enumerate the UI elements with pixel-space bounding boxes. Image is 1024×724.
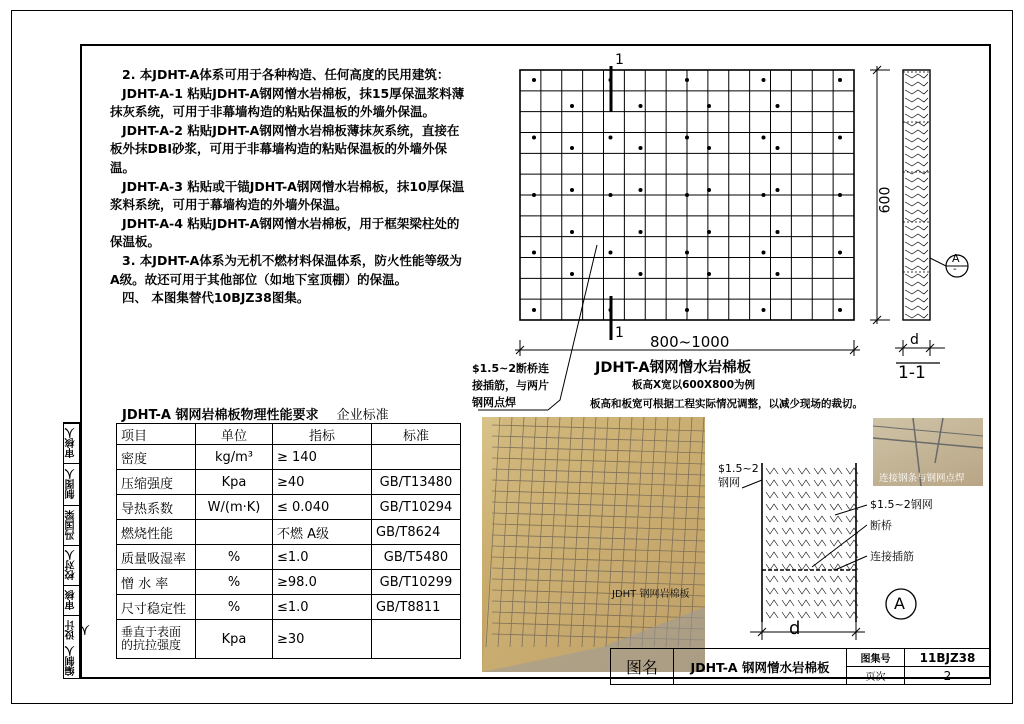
insulation-hatch	[814, 492, 826, 498]
signature-cell: 审核人	[64, 423, 79, 463]
connector-dot	[639, 230, 643, 234]
connector-dot	[609, 251, 613, 255]
height-dimension: 600	[877, 186, 894, 214]
insulation-hatch	[814, 612, 826, 618]
insulation-hatch	[798, 540, 810, 546]
connector-dot	[776, 146, 780, 150]
atlas-number: 11BJZ38	[905, 649, 991, 667]
connector-dot	[570, 146, 574, 150]
photo-mesh	[482, 417, 705, 672]
break-bridge-label: 断桥	[870, 519, 892, 532]
connector-dot	[762, 78, 766, 82]
note-a4: JDHT-A-4 粘贴JDHT-A钢网憎水岩棉板，用于框架梁柱处的保温板。	[110, 215, 460, 250]
insulation-hatch	[782, 588, 794, 594]
connector-dot	[685, 193, 689, 197]
table-header: 指标	[273, 424, 372, 445]
insulation-hatch	[830, 576, 842, 582]
table-cell: %	[196, 545, 273, 570]
insulation-hatch	[766, 516, 778, 522]
mesh-label: $1.5~2钢网	[718, 462, 759, 489]
page-label: 页次	[847, 667, 905, 685]
thickness-dimension: d	[910, 332, 919, 348]
insulation-hatch	[905, 146, 928, 150]
table-cell: GB/T10299	[372, 570, 461, 595]
insulation-hatch	[905, 258, 928, 262]
insulation-hatch	[905, 106, 928, 110]
connector-dot	[776, 188, 780, 192]
connector-dot	[707, 188, 711, 192]
insulation-hatch	[798, 480, 810, 486]
insulation-hatch	[830, 588, 842, 594]
connector-dot	[639, 272, 643, 276]
connector-dot	[707, 104, 711, 108]
insulation-hatch	[814, 576, 826, 582]
insulation-hatch	[905, 282, 928, 286]
connector-dot	[532, 78, 536, 82]
connector-dot	[685, 136, 689, 140]
table-subtitle: 企业标准	[336, 408, 389, 423]
insulation-hatch	[766, 480, 778, 486]
connector-dot	[838, 251, 842, 255]
width-dimension: 800~1000	[650, 333, 730, 351]
connector-dot	[639, 104, 643, 108]
insulation-hatch	[798, 576, 810, 582]
insulation-hatch	[798, 528, 810, 534]
table-cell: ≥98.0	[273, 570, 372, 595]
insulation-hatch	[782, 552, 794, 558]
table-cell: ≥40	[273, 470, 372, 495]
insulation-hatch	[814, 540, 826, 546]
insulation-hatch	[905, 130, 928, 134]
table-cell: GB/T10294	[372, 495, 461, 520]
detail-photo	[873, 418, 983, 486]
insulation-hatch	[798, 600, 810, 606]
signature-cell: 编制人	[66, 646, 77, 677]
insulation-hatch	[905, 90, 928, 94]
leader-note: $1.5~2断桥连接插筋，与两片钢网点焊	[472, 362, 550, 409]
table-cell: GB/T13480	[372, 470, 461, 495]
table-cell: 压缩强度	[117, 470, 196, 495]
insulation-hatch	[905, 226, 928, 230]
connector-dot	[609, 193, 613, 197]
drawing-name: JDHT-A 钢网憎水岩棉板	[674, 649, 847, 685]
insulation-hatch	[905, 250, 928, 254]
insulation-hatch	[905, 218, 928, 222]
note-a1: JDHT-A-1 粘贴JDHT-A钢网憎水岩棉板，抹15厚保温浆料薄抹灰系统，可用于非幕墙构造的粘贴保温板的外墙外保温。	[110, 85, 465, 120]
insulation-hatch	[782, 480, 794, 486]
insulation-hatch	[766, 588, 778, 594]
connector-label: 连接插筋	[870, 550, 914, 563]
insulation-hatch	[814, 468, 826, 474]
insulation-hatch	[905, 202, 928, 206]
insulation-hatch	[905, 194, 928, 198]
table-cell: 导热系数	[117, 495, 196, 520]
insulation-hatch	[905, 122, 928, 126]
leader-line	[548, 245, 597, 410]
connector-dot	[685, 251, 689, 255]
title-label: 图名	[611, 649, 674, 685]
table-header: 项目	[117, 424, 196, 445]
connector-dot	[707, 272, 711, 276]
table-cell: 燃烧性能	[117, 520, 196, 545]
connector-dot	[570, 104, 574, 108]
table-cell: GB/T8624	[372, 520, 461, 545]
table-cell: 质量吸湿率	[117, 545, 196, 570]
connector-dot	[532, 308, 536, 312]
insulation-hatch	[905, 186, 928, 190]
insulation-hatch	[830, 612, 842, 618]
detail-marker: A	[894, 594, 905, 613]
insulation-hatch	[905, 298, 928, 302]
insulation-hatch	[830, 468, 842, 474]
insulation-hatch	[766, 540, 778, 546]
connector-dot	[639, 188, 643, 192]
section-title: 1-1	[898, 363, 926, 383]
insulation-hatch	[798, 504, 810, 510]
page-number: 2	[905, 667, 991, 685]
insulation-hatch	[905, 266, 928, 270]
connector-dot	[570, 188, 574, 192]
insulation-hatch	[798, 564, 810, 570]
table-cell: W/(m·K)	[196, 495, 273, 520]
connector-dot	[532, 136, 536, 140]
insulation-hatch	[814, 588, 826, 594]
note-item-2: 2. 本JDHT-A体系可用于各种构造、任何高度的民用建筑：	[122, 67, 450, 82]
table-cell: 垂直于表面的抗拉强度	[117, 620, 196, 659]
table-cell: 不燃 A级	[273, 520, 372, 545]
insulation-hatch	[766, 492, 778, 498]
insulation-hatch	[814, 564, 826, 570]
insulation-hatch	[782, 516, 794, 522]
connector-dot	[762, 308, 766, 312]
detail-ref-sub: -	[953, 264, 957, 275]
insulation-hatch	[766, 600, 778, 606]
insulation-hatch	[905, 274, 928, 278]
connector-dot	[776, 272, 780, 276]
insulation-hatch	[830, 516, 842, 522]
table-cell: ≥30	[273, 620, 372, 659]
insulation-hatch	[905, 98, 928, 102]
table-cell: 憎 水 率	[117, 570, 196, 595]
drawing-subtitle: 板高X宽以600X800为例	[632, 379, 756, 391]
title-block	[610, 648, 991, 683]
insulation-hatch	[905, 306, 928, 310]
table-cell: GB/T8811	[372, 595, 461, 620]
connector-dot	[838, 136, 842, 140]
table-cell: %	[196, 570, 273, 595]
insulation-hatch	[905, 210, 928, 214]
note-a3: JDHT-A-3 粘贴或干锚JDHT-A钢网憎水岩棉板，抹10厚保温浆料系统，可用于幕墙构造的外墙外保温。	[110, 178, 465, 213]
insulation-hatch	[905, 242, 928, 246]
insulation-hatch	[766, 612, 778, 618]
section-mark-top: 1	[615, 52, 624, 68]
table-title: JDHT-A 钢网岩棉板物理性能要求	[122, 408, 319, 423]
insulation-hatch	[830, 504, 842, 510]
connector-dot	[570, 272, 574, 276]
section-1-1	[895, 70, 968, 363]
insulation-hatch	[798, 492, 810, 498]
table-cell: Kpa	[196, 470, 273, 495]
atlas-label: 图集号	[847, 649, 905, 667]
insulation-hatch	[905, 234, 928, 238]
table-header: 标准	[372, 424, 461, 445]
insulation-hatch	[798, 552, 810, 558]
note-item-4: 四、 本图集替代10BJZ38图集。	[122, 290, 310, 306]
insulation-hatch	[905, 314, 928, 318]
connector-dot	[532, 193, 536, 197]
table-cell: GB/T5480	[372, 545, 461, 570]
insulation-hatch	[814, 600, 826, 606]
insulation-hatch	[782, 504, 794, 510]
drawing-note: 板高和板宽可根据工程实际情况调整，以减少现场的裁切。	[590, 398, 863, 410]
connector-dot	[838, 78, 842, 82]
connector-dot	[838, 308, 842, 312]
insulation-hatch	[798, 588, 810, 594]
connector-dot	[707, 146, 711, 150]
detail-thickness: d	[789, 618, 801, 639]
insulation-hatch	[766, 504, 778, 510]
insulation-hatch	[766, 528, 778, 534]
product-photo	[482, 417, 705, 672]
connector-dot	[762, 193, 766, 197]
insulation-hatch	[814, 516, 826, 522]
insulation-hatch	[905, 290, 928, 294]
connector-dot	[685, 78, 689, 82]
insulation-hatch	[814, 480, 826, 486]
connector-dot	[570, 230, 574, 234]
insulation-hatch	[766, 468, 778, 474]
signature-cell: 校对人	[64, 545, 79, 585]
mesh-label-2: $1.5~2钢网	[870, 498, 933, 511]
table-cell: %	[196, 595, 273, 620]
signature-cell: 冯国梁	[64, 505, 79, 545]
insulation-hatch	[766, 564, 778, 570]
signature-cell: 设计人	[64, 615, 79, 645]
connector-dot	[762, 136, 766, 140]
insulation-hatch	[830, 552, 842, 558]
connector-dot	[776, 104, 780, 108]
table-cell: ≤1.0	[273, 595, 372, 620]
connector-dot	[532, 251, 536, 255]
section-mark-bottom: 1	[615, 325, 624, 341]
photo-caption: JDHT 钢网岩棉板	[612, 589, 690, 600]
connector-dot	[776, 230, 780, 234]
insulation-hatch	[798, 516, 810, 522]
insulation-hatch	[766, 552, 778, 558]
detail-ref-letter: A	[952, 252, 960, 265]
insulation-hatch	[905, 114, 928, 118]
insulation-hatch	[782, 492, 794, 498]
table-cell: Kpa	[196, 620, 273, 659]
signature-cell: 制图人	[64, 463, 79, 505]
insulation-hatch	[905, 74, 928, 78]
insulation-hatch	[814, 504, 826, 510]
connector-dot	[685, 308, 689, 312]
insulation-hatch	[782, 564, 794, 570]
connector-dot	[838, 193, 842, 197]
table-cell: ≤1.0	[273, 545, 372, 570]
note-a2: JDHT-A-2 粘贴JDHT-A钢网憎水岩棉板薄抹灰系统，直接在板外抹DBI砂浆，可用于非幕墙构造的粘贴保温板的外墙外保温。	[110, 122, 460, 175]
insulation-hatch	[782, 468, 794, 474]
insulation-hatch	[830, 492, 842, 498]
table-header: 单位	[196, 424, 273, 445]
insulation-hatch	[905, 82, 928, 86]
connector-dot	[609, 136, 613, 140]
connector-dot	[762, 251, 766, 255]
insulation-hatch	[782, 576, 794, 582]
detail-photo-caption: 连接钢条与钢网点焊	[879, 473, 965, 484]
insulation-hatch	[905, 138, 928, 142]
insulation-hatch	[905, 178, 928, 182]
table-cell: kg/m³	[196, 445, 273, 470]
insulation-hatch	[814, 528, 826, 534]
insulation-hatch	[782, 600, 794, 606]
drawing-title: JDHT-A钢网憎水岩棉板	[595, 360, 752, 376]
insulation-hatch	[830, 480, 842, 486]
insulation-hatch	[830, 528, 842, 534]
insulation-hatch	[905, 162, 928, 166]
insulation-hatch	[830, 600, 842, 606]
connector-dot	[707, 230, 711, 234]
signature-cell: 审核	[64, 585, 79, 615]
table-cell: 密度	[117, 445, 196, 470]
insulation-hatch	[798, 468, 810, 474]
table-cell: 尺寸稳定性	[117, 595, 196, 620]
note-item-3: 3. 本JDHT-A体系为无机不燃材料保温体系，防火性能等级为A级。故还可用于其他部位（如地下室顶棚）的保温。	[110, 252, 462, 287]
insulation-hatch	[905, 154, 928, 158]
insulation-hatch	[782, 528, 794, 534]
table-cell: ≥ 140	[273, 445, 372, 470]
insulation-hatch	[766, 576, 778, 582]
insulation-hatch	[782, 540, 794, 546]
connector-dot	[639, 146, 643, 150]
table-cell: ≤ 0.040	[273, 495, 372, 520]
